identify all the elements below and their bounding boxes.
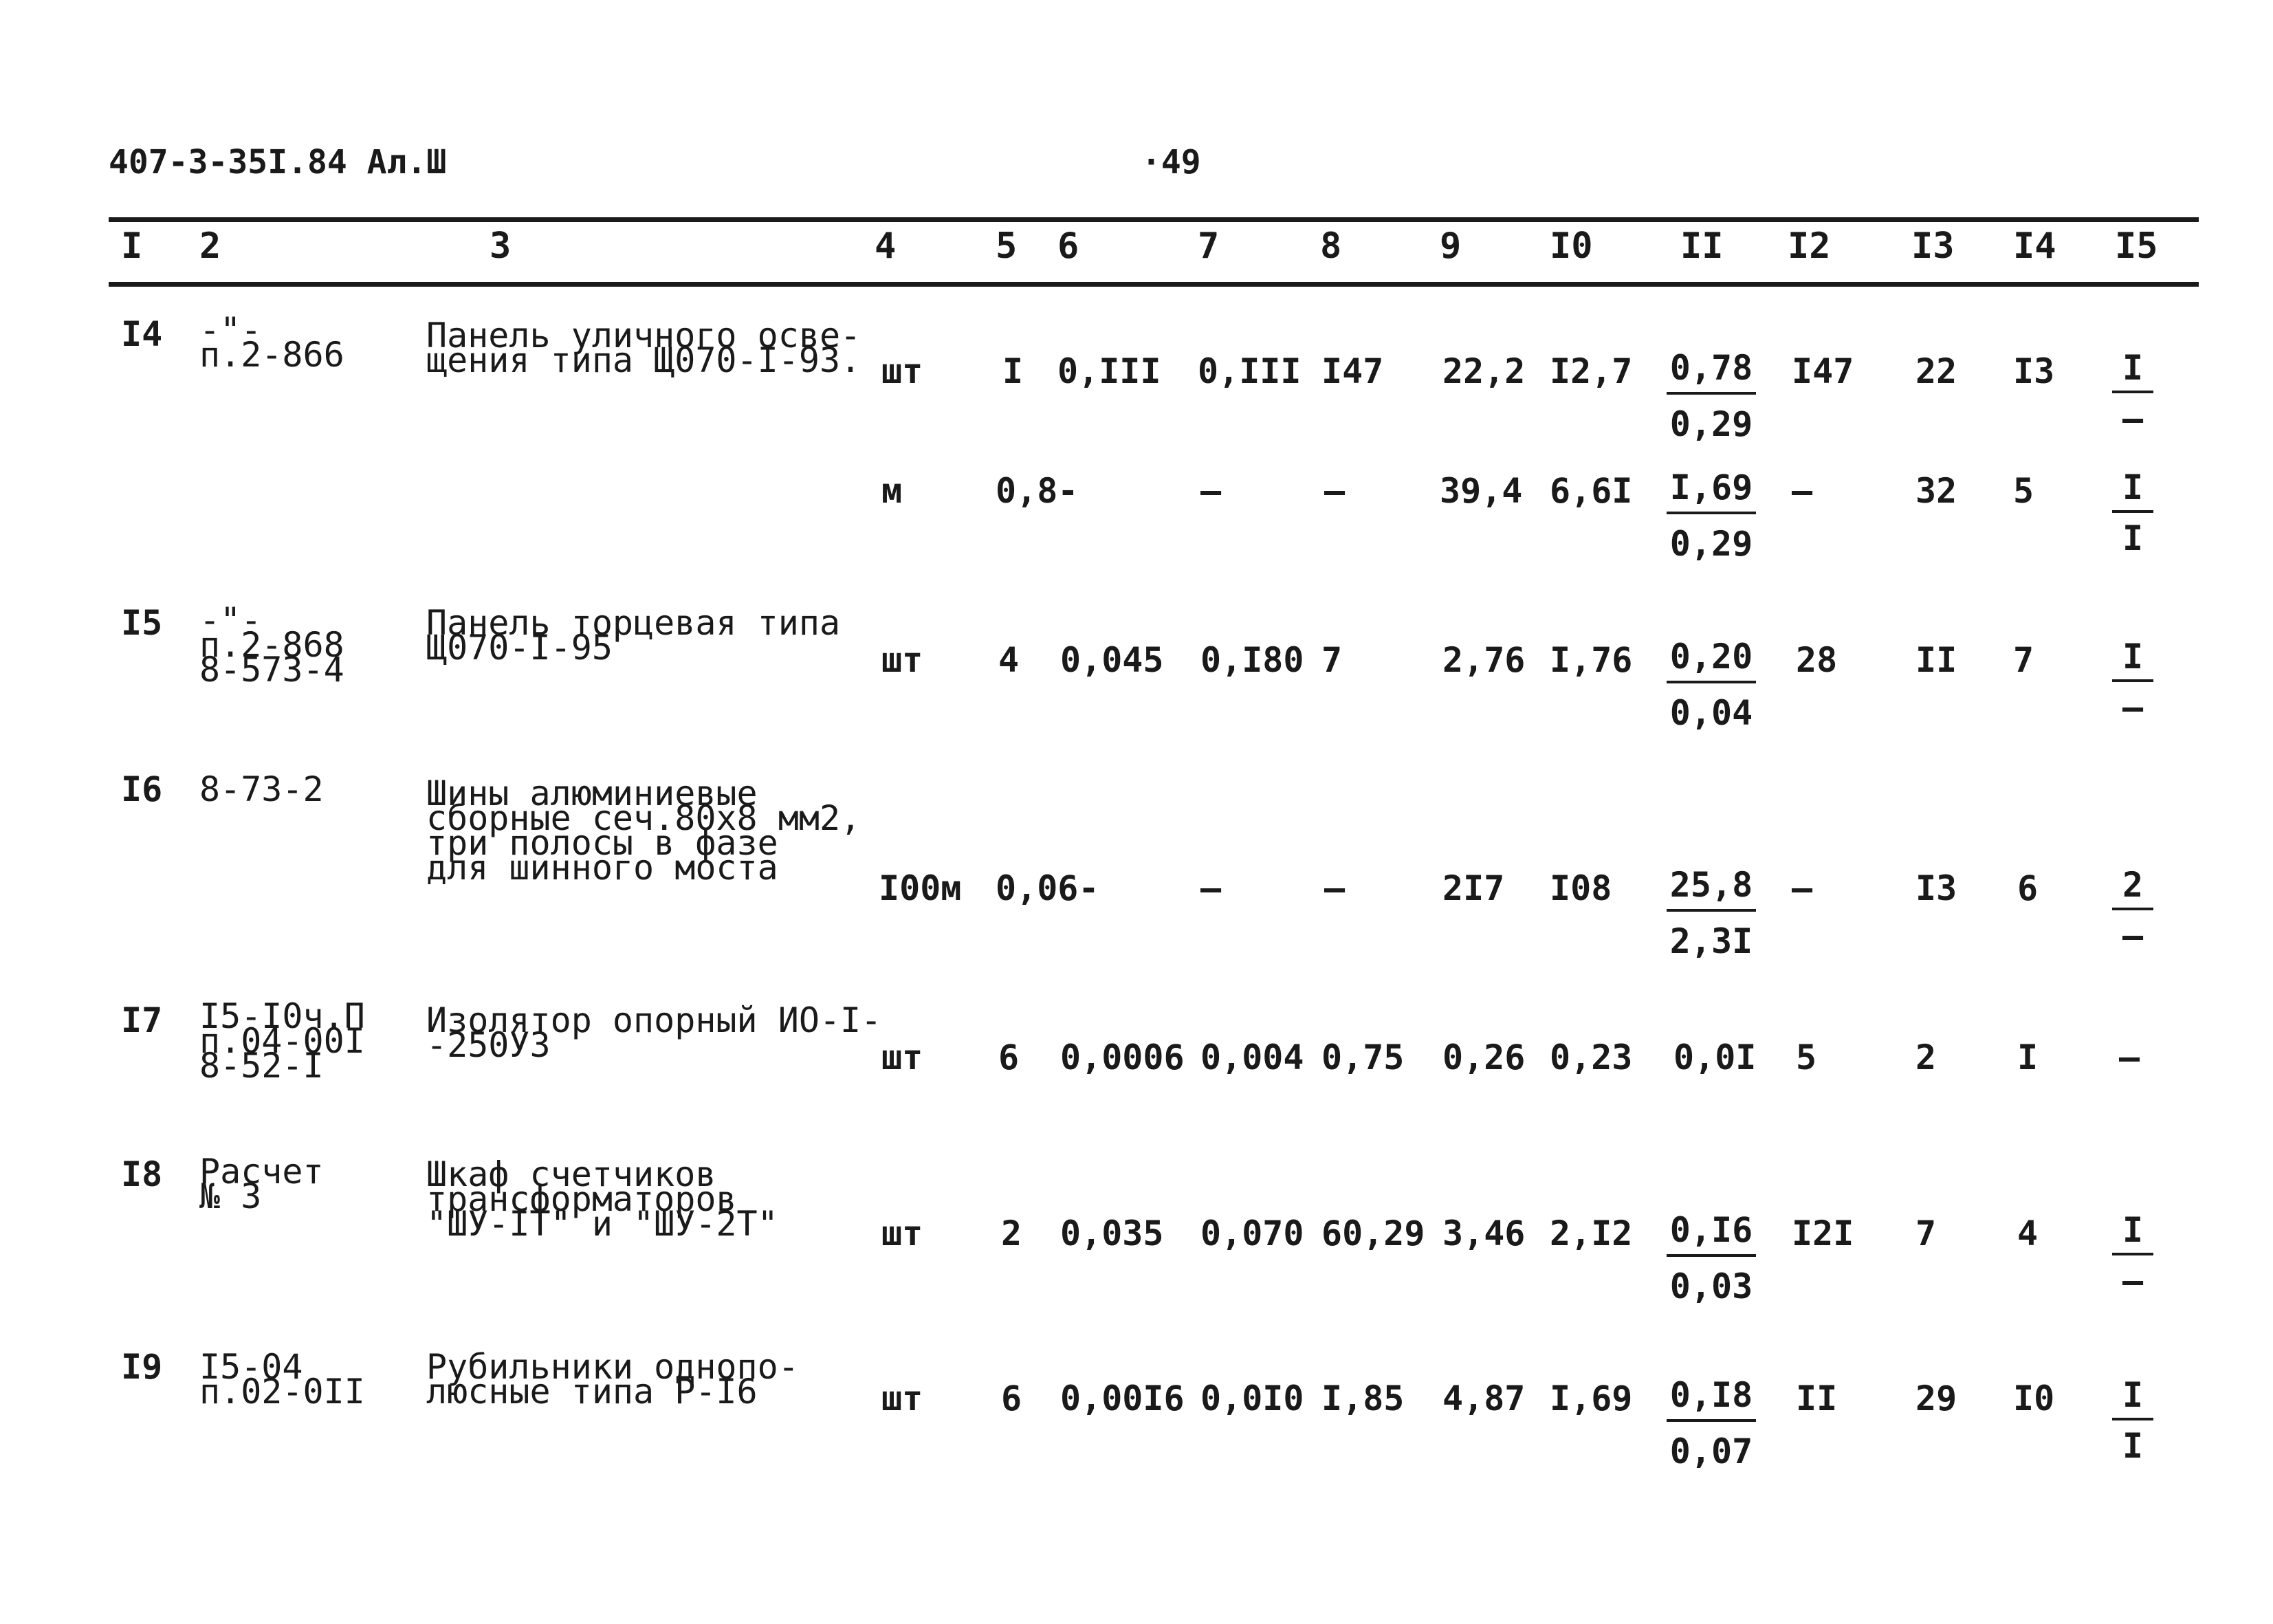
rate-reference: I5-04 п.02-0II bbox=[199, 1347, 365, 1412]
col6-value: 0,0006 bbox=[1060, 1038, 1185, 1077]
col15-fraction bbox=[2112, 468, 2153, 558]
col-header-9: 9 bbox=[1440, 226, 1462, 267]
col10-value: 2,I2 bbox=[1550, 1214, 1633, 1253]
unit: шт bbox=[881, 1214, 923, 1253]
col15-value: – bbox=[2119, 1038, 2140, 1077]
col7-value: 0,070 bbox=[1200, 1214, 1304, 1253]
item-description: Панель уличного осве- щения типа Щ070-I-93. bbox=[426, 316, 861, 380]
col11-numerator: 0,I8 bbox=[1667, 1375, 1756, 1422]
col15-denominator: – bbox=[2122, 916, 2144, 956]
row-number: I8 bbox=[121, 1154, 163, 1194]
col9-value: 22,2 bbox=[1442, 351, 1526, 391]
col14-value: 6 bbox=[2017, 868, 2039, 908]
col11-denominator: 0,07 bbox=[1669, 1431, 1753, 1471]
col11-fraction bbox=[1667, 865, 1756, 961]
row-number: I6 bbox=[121, 769, 163, 809]
unit: шт bbox=[881, 1379, 923, 1418]
col6-value: 0,045 bbox=[1060, 640, 1164, 680]
col11-fraction bbox=[1667, 637, 1756, 733]
col10-value: 0,23 bbox=[1550, 1038, 1633, 1077]
col14-value: I0 bbox=[2013, 1379, 2055, 1418]
rate-reference: -"- п.2-868 8-573-4 bbox=[199, 600, 344, 690]
col15-numerator: I bbox=[2112, 468, 2153, 513]
col8-value: – bbox=[1324, 471, 1346, 511]
col15-denominator: – bbox=[2122, 399, 2144, 439]
col15-numerator: I bbox=[2112, 1210, 2153, 1255]
col13-value: 22 bbox=[1915, 351, 1957, 391]
col5-value: 4 bbox=[998, 640, 1020, 680]
col10-value: I,76 bbox=[1550, 640, 1633, 680]
col6-value: 0,00I6 bbox=[1060, 1379, 1185, 1418]
col15-numerator: I bbox=[2112, 637, 2153, 682]
row-number: I5 bbox=[121, 603, 163, 643]
col10-value: 6,6I bbox=[1550, 471, 1633, 511]
col7-value: 0,004 bbox=[1200, 1038, 1304, 1077]
col10-value: I08 bbox=[1550, 868, 1612, 908]
col-header-2: 2 bbox=[199, 226, 221, 267]
col15-fraction bbox=[2112, 1375, 2153, 1466]
col15-denominator: – bbox=[2122, 688, 2144, 727]
unit: шт bbox=[881, 1038, 923, 1077]
col-header-11: II bbox=[1680, 226, 1724, 267]
col11-denominator: 2,3I bbox=[1669, 921, 1753, 961]
col15-fraction bbox=[2112, 348, 2153, 439]
col11-numerator: 0,I6 bbox=[1667, 1210, 1756, 1257]
page-number: ·49 bbox=[1141, 143, 1201, 182]
col-header-15: I5 bbox=[2115, 226, 2158, 267]
col-header-10: I0 bbox=[1550, 226, 1593, 267]
col11-numerator: I,69 bbox=[1667, 468, 1756, 514]
col12-value: I47 bbox=[1792, 351, 1854, 391]
col13-value: I3 bbox=[1915, 868, 1957, 908]
table-top-rule bbox=[109, 217, 2199, 222]
col14-value: 7 bbox=[2013, 640, 2034, 680]
col8-value: 7 bbox=[1321, 640, 1343, 680]
unit: шт bbox=[881, 640, 923, 680]
col7-value: 0,III bbox=[1198, 351, 1302, 391]
col-header-14: I4 bbox=[2013, 226, 2056, 267]
col12-value: 28 bbox=[1796, 640, 1838, 680]
col5-value: 6 bbox=[998, 1038, 1020, 1077]
col14-value: I3 bbox=[2013, 351, 2055, 391]
col11-numerator: 25,8 bbox=[1667, 865, 1756, 912]
col7-value: – bbox=[1200, 868, 1222, 908]
rate-reference: I5-I0ч.П п.04-00I 8-52-I bbox=[199, 996, 365, 1086]
col12-value: – bbox=[1792, 471, 1813, 511]
col14-value: 4 bbox=[2017, 1214, 2039, 1253]
col10-value: I,69 bbox=[1550, 1379, 1633, 1418]
item-description: Шины алюминиевые сборные сеч.80х8 мм2, три полосы в фазе для шинного моста bbox=[426, 773, 861, 888]
rate-reference: 8-73-2 bbox=[199, 769, 324, 809]
col11-fraction bbox=[1667, 348, 1756, 444]
unit: м bbox=[881, 471, 903, 511]
col7-value: 0,0I0 bbox=[1200, 1379, 1304, 1418]
col14-value: I bbox=[2017, 1038, 2039, 1077]
col15-numerator: I bbox=[2112, 1375, 2153, 1420]
col5-value: 0,8- bbox=[996, 471, 1079, 511]
col-header-6: 6 bbox=[1057, 226, 1079, 267]
row-number: I7 bbox=[121, 1000, 163, 1040]
col11-fraction bbox=[1667, 1375, 1756, 1471]
col11-denominator: 0,29 bbox=[1669, 404, 1753, 444]
col-header-13: I3 bbox=[1911, 226, 1955, 267]
col12-value: I2I bbox=[1792, 1214, 1854, 1253]
col15-fraction bbox=[2112, 865, 2153, 956]
col13-value: II bbox=[1915, 640, 1957, 680]
col10-value: I2,7 bbox=[1550, 351, 1633, 391]
col9-value: 4,87 bbox=[1442, 1379, 1526, 1418]
col8-value: 60,29 bbox=[1321, 1214, 1425, 1253]
col14-value: 5 bbox=[2013, 471, 2034, 511]
col15-numerator: 2 bbox=[2112, 865, 2153, 910]
item-description: Шкаф счетчиков трансформаторов "ШУ-IТ" и "ШУ-2Т" bbox=[426, 1154, 778, 1244]
col13-value: 32 bbox=[1915, 471, 1957, 511]
unit: I00м bbox=[879, 868, 962, 908]
col9-value: 39,4 bbox=[1440, 471, 1523, 511]
row-number: I4 bbox=[121, 314, 163, 354]
col9-value: 0,26 bbox=[1442, 1038, 1526, 1077]
item-description: Рубильники однопо- люсные типа Р-I6 bbox=[426, 1347, 799, 1412]
col11-numerator: 0,78 bbox=[1667, 348, 1756, 395]
col7-value: – bbox=[1200, 471, 1222, 511]
col-header-4: 4 bbox=[875, 226, 897, 267]
rate-reference: -"- п.2-866 bbox=[199, 310, 344, 375]
col13-value: 7 bbox=[1915, 1214, 1937, 1253]
unit: шт bbox=[881, 351, 923, 391]
document-code: 407-3-35I.84 Ал.Ш bbox=[109, 143, 447, 182]
col9-value: 2I7 bbox=[1442, 868, 1505, 908]
col5-value: 2 bbox=[1001, 1214, 1022, 1253]
col11-denominator: 0,03 bbox=[1669, 1266, 1753, 1306]
col15-denominator: – bbox=[2122, 1261, 2144, 1301]
item-description: Панель торцевая типа Щ070-I-95 bbox=[426, 603, 841, 668]
col7-value: 0,I80 bbox=[1200, 640, 1304, 680]
col11-denominator: 0,04 bbox=[1669, 693, 1753, 733]
col-header-5: 5 bbox=[996, 226, 1018, 267]
col13-value: 29 bbox=[1915, 1379, 1957, 1418]
col-header-7: 7 bbox=[1198, 226, 1220, 267]
col6-value: 0,III bbox=[1057, 351, 1161, 391]
col-header-8: 8 bbox=[1320, 226, 1342, 267]
col6-value: 0,035 bbox=[1060, 1214, 1164, 1253]
col9-value: 2,76 bbox=[1442, 640, 1526, 680]
col15-numerator: I bbox=[2112, 348, 2153, 393]
table-header-rule bbox=[109, 282, 2199, 287]
row-number: I9 bbox=[121, 1347, 163, 1387]
col8-value: I47 bbox=[1321, 351, 1384, 391]
col11-value: 0,0I bbox=[1673, 1038, 1757, 1077]
col11-fraction bbox=[1667, 468, 1756, 564]
col11-numerator: 0,20 bbox=[1667, 637, 1756, 683]
col-header-3: 3 bbox=[490, 226, 512, 267]
col-header-12: I2 bbox=[1788, 226, 1831, 267]
item-description: Изолятор опорный ИО-I- -250УЗ bbox=[426, 1000, 882, 1065]
col5-value: 6 bbox=[1001, 1379, 1022, 1418]
col11-denominator: 0,29 bbox=[1669, 524, 1753, 564]
col11-fraction bbox=[1667, 1210, 1756, 1306]
col5-value: 0,06- bbox=[996, 868, 1099, 908]
col15-denominator: I bbox=[2122, 1426, 2144, 1466]
col9-value: 3,46 bbox=[1442, 1214, 1526, 1253]
col8-value: I,85 bbox=[1321, 1379, 1405, 1418]
col5-value: I bbox=[1002, 351, 1024, 391]
col8-value: 0,75 bbox=[1321, 1038, 1405, 1077]
rate-reference: Расчет № 3 bbox=[199, 1152, 324, 1216]
col13-value: 2 bbox=[1915, 1038, 1937, 1077]
col15-denominator: I bbox=[2122, 518, 2144, 558]
col15-fraction bbox=[2112, 637, 2153, 727]
col12-value: 5 bbox=[1796, 1038, 1817, 1077]
col12-value: II bbox=[1796, 1379, 1838, 1418]
col8-value: – bbox=[1324, 868, 1346, 908]
col-header-1: I bbox=[121, 226, 143, 267]
col12-value: – bbox=[1792, 868, 1813, 908]
col15-fraction bbox=[2112, 1210, 2153, 1301]
